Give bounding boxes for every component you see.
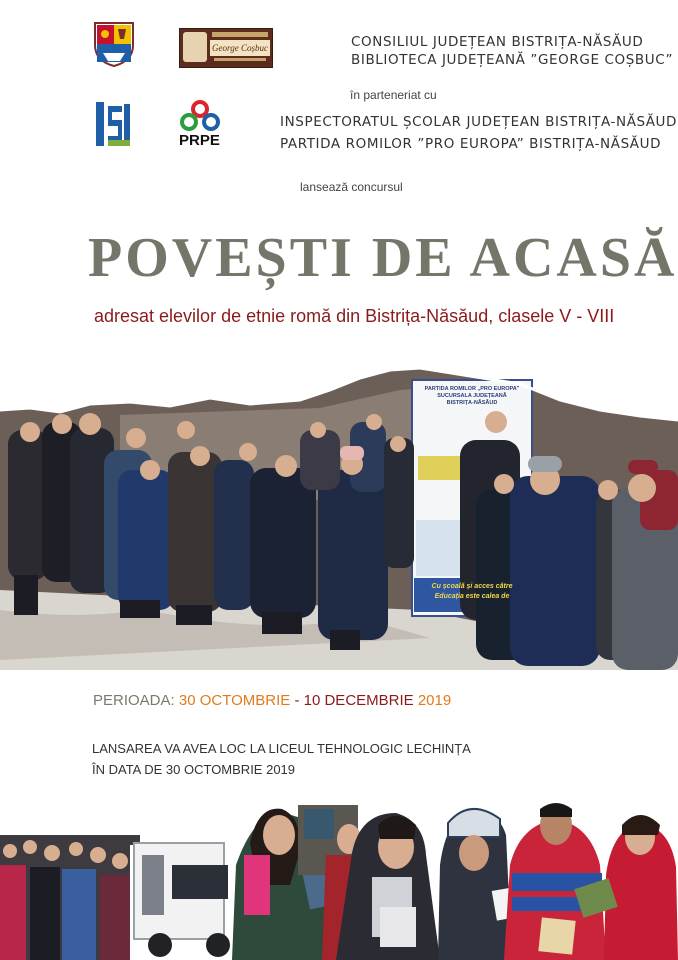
partner-line-1: INSPECTORATUL ȘCOLAR JUDEȚEAN BISTRIȚA-NĂSĂUD — [280, 114, 678, 130]
group-photo — [0, 360, 678, 670]
banner-line-2: SUCURSALA JUDEȚEANĂ — [437, 393, 507, 399]
portrait-icon — [183, 32, 207, 62]
period-separator: - — [294, 692, 300, 709]
partnership-label: în parteneriat cu — [350, 88, 437, 102]
banner-footer-line-2: Educația este calea de — [434, 593, 510, 600]
library-logo-bar — [214, 58, 266, 61]
library-logo-name: George Coșbuc — [210, 40, 270, 56]
clover-icon — [178, 100, 222, 134]
isj-logo-text — [94, 100, 95, 101]
launch-date: ÎN DATA DE 30 OCTOMBRIE 2019 — [92, 762, 296, 777]
period-start: 30 OCTOMBRIE — [178, 692, 291, 709]
library-logo-bar — [212, 32, 268, 37]
library-logo — [179, 28, 273, 68]
contest-subtitle: adresat elevilor de etnie romă din Bistrița-Năsăud, clasele V - VIII — [94, 306, 615, 326]
banner-text — [416, 386, 528, 407]
bottom-photo-collage — [0, 795, 678, 960]
contest-title: POVEȘTI DE ACASĂ — [88, 227, 678, 289]
organizer-line-2: BIBLIOTECA JUDEȚEANĂ ”GEORGE COȘBUC” — [351, 52, 674, 68]
banner-line-1: PARTIDA ROMILOR „PRO EUROPA" — [424, 386, 520, 392]
banner-line-3: BISTRIȚA-NĂSĂUD — [446, 400, 498, 406]
prpe-logo-text: PRPE — [179, 132, 220, 149]
organizer-line-1: CONSILIUL JUDEȚEAN BISTRIȚA-NĂSĂUD — [351, 34, 644, 50]
isj-logo — [94, 100, 132, 148]
period-label: PERIOADA: — [93, 692, 175, 709]
launch-location: LANSAREA VA AVEA LOC LA LICEUL TEHNOLOGIC LECHINȚA — [92, 741, 471, 756]
period-year: 2019 — [417, 692, 452, 709]
launch-label: lansează concursul — [300, 180, 403, 194]
county-coat-of-arms-logo — [93, 21, 135, 67]
prpe-logo — [178, 100, 222, 152]
partner-line-2: PARTIDA ROMILOR ”PRO EUROPA” BISTRIȚA-NĂSĂUD — [280, 136, 662, 152]
banner-footer — [416, 582, 528, 602]
period-line — [93, 692, 451, 709]
banner-footer-line-1: Cu școală și acces către — [431, 583, 513, 590]
period-end: 10 DECEMBRIE — [303, 692, 414, 709]
